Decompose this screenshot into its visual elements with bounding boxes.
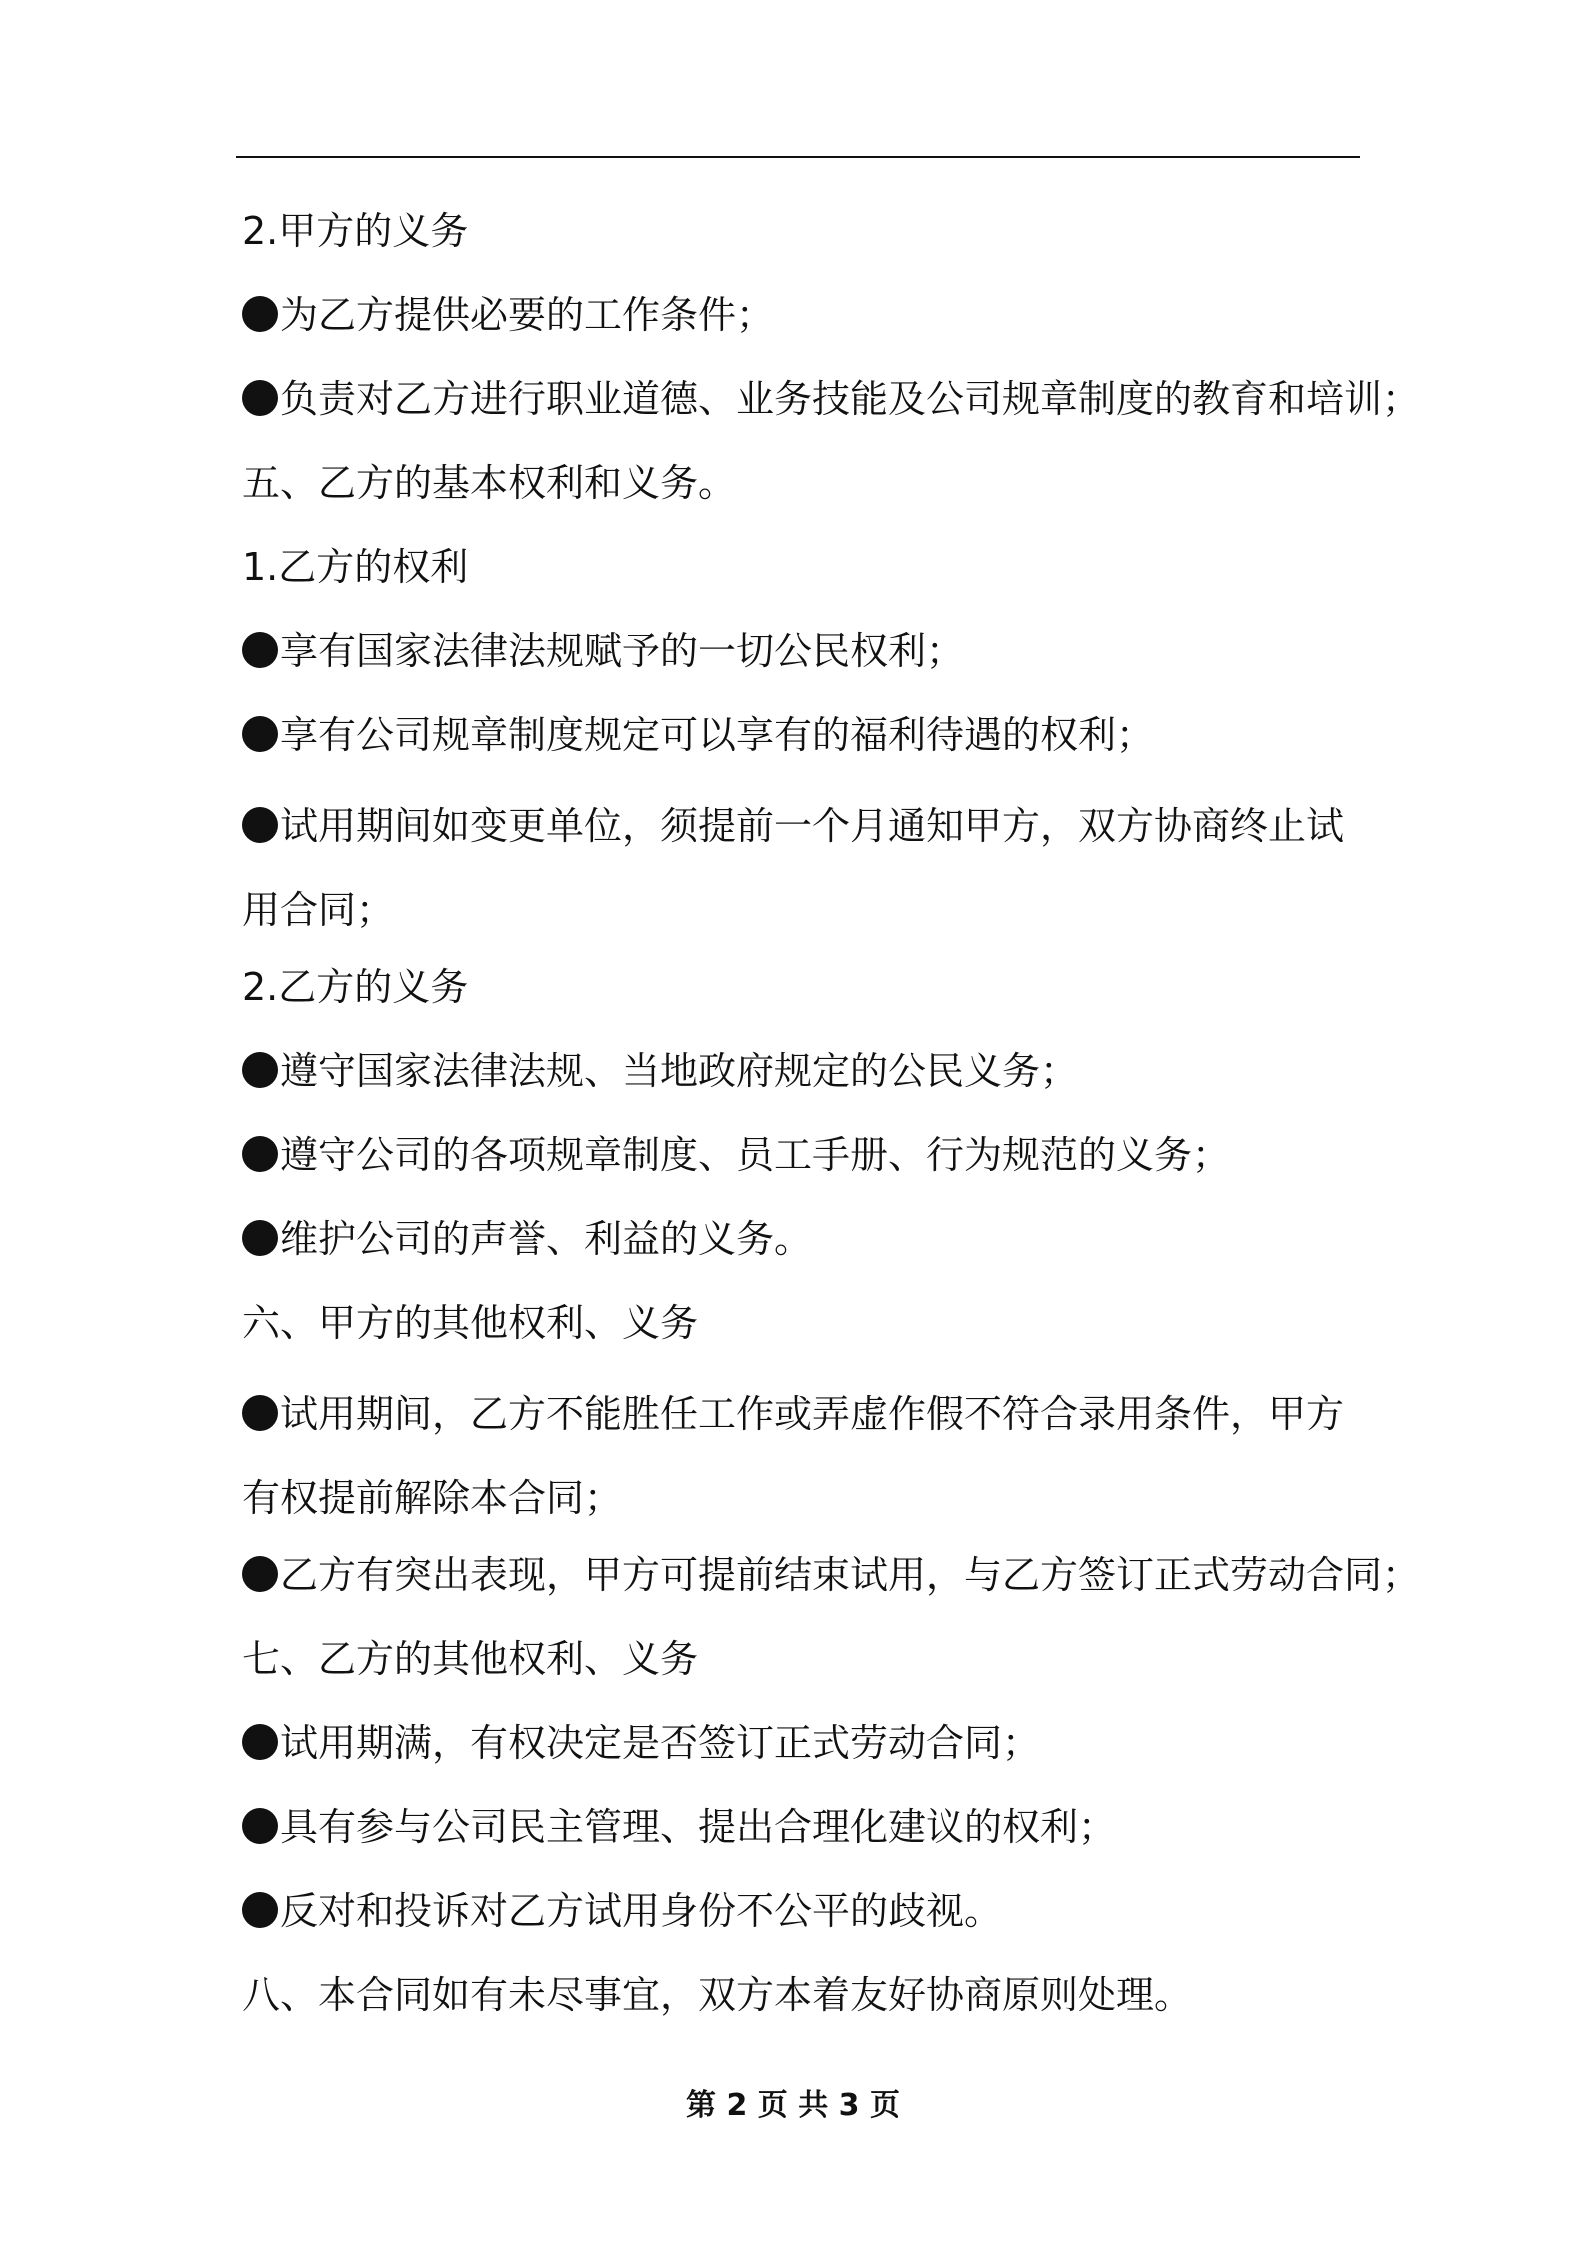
- list-item: 享有国家法律法规赋予的一切公民权利；: [242, 616, 1372, 700]
- document-body: [242, 196, 1421, 2044]
- list-item: 遵守国家法律法规、当地政府规定的公民义务；: [242, 1036, 1372, 1120]
- list-item: 试用期间如变更单位，须提前一个月通知甲方，双方协商终止试用合同；: [242, 804, 1345, 932]
- subsection-heading: 2.甲方的义务: [242, 209, 469, 253]
- bullet-icon: [242, 1892, 278, 1928]
- list-item: 享有公司规章制度规定可以享有的福利待遇的权利；: [242, 700, 1372, 784]
- bullet-icon: [242, 1052, 278, 1088]
- subsection-heading: 1.乙方的权利: [242, 545, 469, 589]
- list-item: 试用期满，有权决定是否签订正式劳动合同；: [242, 1708, 1372, 1792]
- list-item: 为乙方提供必要的工作条件；: [242, 280, 1372, 364]
- list-item: 具有参与公司民主管理、提出合理化建议的权利；: [242, 1792, 1372, 1876]
- bullet-icon: [242, 1220, 278, 1256]
- list-item: 维护公司的声誉、利益的义务。: [242, 1204, 1372, 1288]
- subsection-heading: 2.乙方的义务: [242, 965, 469, 1009]
- bullet-icon: [242, 1808, 278, 1844]
- header-rule: [236, 156, 1360, 158]
- bullet-icon: [242, 380, 278, 416]
- bullet-icon: [242, 296, 278, 332]
- list-item: 负责对乙方进行职业道德、业务技能及公司规章制度的教育和培训；: [242, 364, 1372, 448]
- section-heading: 八、本合同如有未尽事宜，双方本着友好协商原则处理。: [242, 1973, 1193, 2017]
- section-heading: 六、甲方的其他权利、义务: [242, 1301, 699, 1345]
- list-item: 乙方有突出表现，甲方可提前结束试用，与乙方签订正式劳动合同；: [242, 1540, 1372, 1624]
- bullet-icon: [242, 807, 278, 843]
- list-item: 反对和投诉对乙方试用身份不公平的歧视。: [242, 1876, 1372, 1960]
- bullet-icon: [242, 1556, 278, 1592]
- section-heading: 五、乙方的基本权利和义务。: [242, 461, 737, 505]
- section-heading: 七、乙方的其他权利、义务: [242, 1637, 699, 1681]
- list-item: 遵守公司的各项规章制度、员工手册、行为规范的义务；: [242, 1120, 1372, 1204]
- bullet-icon: [242, 1136, 278, 1172]
- bullet-icon: [242, 632, 278, 668]
- bullet-icon: [242, 716, 278, 752]
- bullet-icon: [242, 1395, 278, 1431]
- page-number: 第 2 页 共 3 页: [686, 2088, 900, 2123]
- list-item: 试用期间，乙方不能胜任工作或弄虚作假不符合录用条件，甲方有权提前解除本合同；: [242, 1392, 1345, 1520]
- bullet-icon: [242, 1724, 278, 1760]
